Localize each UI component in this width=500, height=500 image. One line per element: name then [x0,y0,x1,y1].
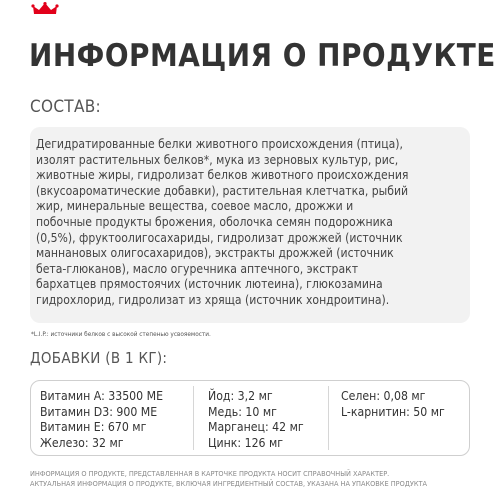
composition-line: Дегидратированные белки животного происхождения (птица), [36,137,403,151]
additives-heading: ДОБАВКИ (В 1 КГ): [30,349,168,367]
additive-item: Марганец: 42 мг [208,420,304,434]
disclaimer [30,469,470,489]
crown-icon [31,2,59,16]
composition-line: (вкусоароматические добавки), растительная клетчатка, рыбий [36,183,409,198]
composition-line: изолят растительных белков*, мука из зерновых культур, рис, [36,152,399,167]
additive-item: Медь: 10 мг [208,404,277,419]
composition-line: (0,5%), фруктоолигосахариды, гидролизат дрожжей (источник [36,230,403,245]
composition-line: побочные продукты брожения, оболочка семян подорожника [36,214,393,229]
additives-column-minerals [208,389,304,451]
additive-item: Витамин D3: 900 МЕ [40,404,158,419]
composition-text [36,137,468,309]
composition-line: бета-глюканов), масло огуречника аптечного, экстракт [36,261,359,276]
column-divider [328,386,329,450]
composition-line: животные жиры, гидролизат белков животного происхождения [36,168,409,183]
additive-item: Селен: 0,08 мг [341,389,426,403]
additive-item: Цинк: 126 мг [208,435,284,450]
additives-column-other [341,389,445,420]
page-title: ИНФОРМАЦИЯ О ПРОДУКТЕ [29,38,496,74]
column-divider [193,386,194,450]
disclaimer-line: АКТУАЛЬНАЯ ИНФОРМАЦИЯ О ПРОДУКТЕ, ВКЛЮЧАЯ ИНГРЕДИЕНТНЫЙ СОСТАВ, УКАЗАНА НА УПАКОВКЕ ПРОДУКТА [30,479,428,488]
additive-item: L-карнитин: 50 мг [341,404,445,419]
additive-item: Витамин A: 33500 МЕ [40,389,163,403]
composition-line: гидрохлорид, гидролизат из хряща (источник хондроитина). [36,292,390,307]
disclaimer-line: ИНФОРМАЦИЯ О ПРОДУКТЕ, ПРЕДСТАВЛЕННАЯ В КАРТОЧКЕ ПРОДУКТА НОСИТ СПРАВОЧНЫЙ ХАРАКТЕР. [30,469,390,478]
additive-item: Йод: 3,2 мг [208,389,273,403]
composition-line: маннановых олигосахаридов), экстракты дрожжей (источник [36,246,394,261]
composition-line: жир, минеральные вещества, соевое масло, дрожжи и [36,199,354,214]
additive-item: Железо: 32 мг [40,435,124,450]
composition-footnote: *L.I.P.: источники белков с высокой степенью усвояемости. [31,330,211,338]
composition-heading: СОСТАВ: [30,97,101,117]
additive-item: Витамин E: 670 мг [40,420,147,434]
composition-line: бархатцев прямостоячих (источник лютеина), глюкозамина [36,277,383,292]
additives-column-vitamins [40,389,163,451]
